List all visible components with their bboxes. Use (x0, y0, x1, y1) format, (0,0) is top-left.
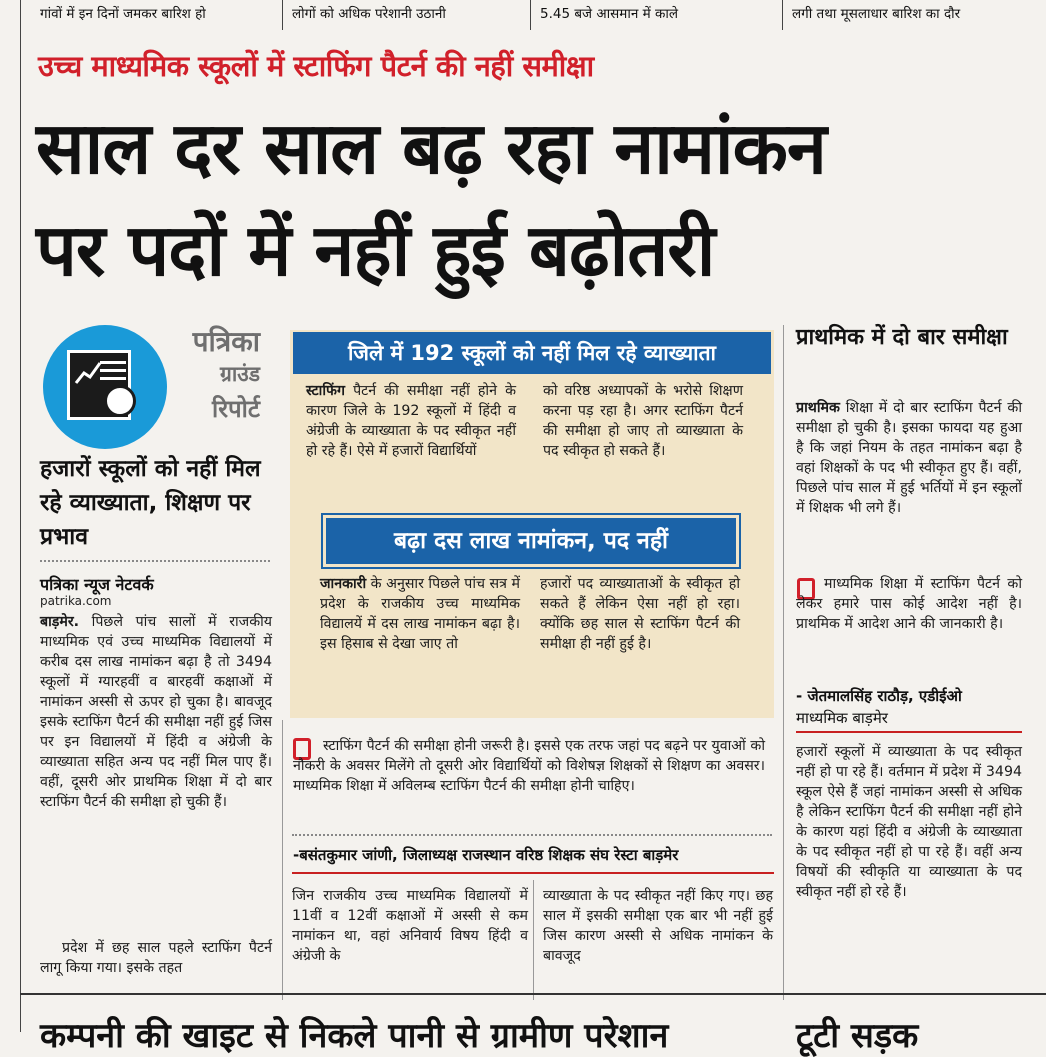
column-divider (782, 0, 783, 30)
pie-icon (104, 385, 136, 417)
byline: पत्रिका न्यूज नेटवर्क (40, 575, 154, 594)
column-divider (282, 0, 283, 30)
center-quote-attribution: -बसंतकुमार जांणी, जिलाध्यक्ष राजस्थान वरिष्ठ शिक्षक संघ रेस्टा बाड़मेर (293, 846, 679, 864)
box-paragraph-3: जानकारी के अनुसार पिछले पांच सत्र में प्रदेश के राजकीय उच्च माध्यमिक विद्यालयें में दस लाख नामांकन बढ़ा है। इस हिसाब से देखा जाए तो (320, 576, 520, 652)
right-column-heading: प्राथमिक में दो बार समीक्षा (796, 325, 1008, 350)
red-divider (796, 731, 1022, 733)
byline-site: patrika.com (40, 594, 112, 608)
logo-wordmark (150, 322, 260, 432)
column-divider (530, 0, 531, 30)
right-paragraph-1: प्राथमिक शिक्षा में दो बार स्टाफिंग पैटर्न की समीक्षा हो चुकी है। इसका फायदा यह हुआ है कि जहां नियम के तहत नामांकन बढ़ा है वहां शिक्षकों के पद भी स्वीकृत हुए हैं। वहीं, पिछले पांच साल में हुई भर्तियों में इन स्कूलों में शिक्षक भी लगे हैं। (796, 400, 1022, 516)
next-headline-left: कम्पनी की खाइट से निकले पानी से ग्रामीण परेशान (40, 1016, 669, 1056)
column-divider (533, 880, 534, 1000)
page-margin-rule (20, 0, 21, 1032)
right-quote-text: माध्यमिक शिक्षा में स्टाफिंग पैटर्न को लेकर हमारे पास कोई आदेश नहीं है। प्राथमिक में आदेश आने की जानकारी है। (796, 576, 1022, 632)
highlight-box-subtitle: बढ़ा दस लाख नामांकन, पद नहीं (323, 515, 739, 567)
column-divider (282, 720, 283, 1000)
left-article-paragraph: बाड़मेर. पिछले पांच सालों में राजकीय माध्यमिक एवं उच्च माध्यमिक विद्यालयों में करीब दस लाख नामांकन बढ़ा है तो 3494 स्कूलों में ग्यारहवीं व बारहवीं कक्षाओं में नामांकन अस्सी से ऊपर हो चुका है। बावजूद इसके स्टाफिंग पैटर्न की समीक्षा नहीं हुई जिस पर इन विद्यालयों में हिंदी व अंग्रेजी के व्याख्याता सहित अन्य पद नहीं मिल पाए हैं। वहीं, दूसरी ओर प्राथमिक शिक्षा में दो बार स्टाफिंग पैटर्न की समीक्षा हो चुकी हैं। (40, 614, 272, 810)
headline-line-2: पर पदों में नहीं हुई बढ़ोतरी (36, 208, 715, 292)
right-quote-attribution: - जेतमालसिंह राठौड़, एडीईओ (796, 687, 962, 705)
dateline: बाड़मेर. (40, 614, 80, 630)
right-quote-attribution-role: माध्यमिक बाड़मेर (796, 709, 888, 727)
box-paragraph-1: स्टाफिंग पैटर्न की समीक्षा नहीं होने के कारण जिले के 192 स्कूलों में हिंदी व अंग्रेजी के व्याख्याता के पद स्वीकृत नहीं हो रहे हैं। ऐसे में हजारों विद्यार्थियों (306, 383, 516, 459)
top-strip-text: 5.45 बजे आसमान में काले (540, 6, 679, 22)
dotted-divider (40, 560, 270, 562)
logo-text-patrika: पत्रिका (192, 325, 260, 358)
top-strip (0, 0, 1046, 30)
highlight-box-title: जिले में 192 स्कूलों को नहीं मिल रहे व्याख्याता (293, 332, 771, 374)
bottom-rule (20, 993, 1046, 995)
kicker: उच्च माध्यमिक स्कूलों में स्टाफिंग पैटर्न की नहीं समीक्षा (38, 49, 594, 83)
column-divider (783, 325, 784, 1000)
logo-text-report: रिपोर्ट (212, 395, 260, 423)
next-headline-right: टूटी सड़क (796, 1016, 919, 1056)
red-divider (292, 872, 774, 874)
right-paragraph-2: हजारों स्कूलों में व्याख्याता के पद स्वीकृत नहीं हो पा रहे हैं। वर्तमान में प्रदेश में 3494 स्कूल ऐसे हैं जहां नामांकन अस्सी से अधिक है लेकिन स्टाफिंग पैटर्न की समीक्षा नहीं होने के कारण यहां हिंदी व अंग्रेजी के व्याख्याता के पद स्वीकृत नहीं हो पा रहे हैं। वहीं अन्य विषयों की स्वीकृति या व्याख्याता के पद स्वीकृत नहीं हो रहे हैं। (796, 744, 1022, 900)
headline-line-1: साल दर साल बढ़ रहा नामांकन (36, 106, 826, 190)
logo-text-ground: ग्राउंड (219, 362, 260, 386)
top-strip-text: लोगों को अधिक परेशानी उठानी (292, 6, 446, 22)
top-strip-text: गांवों में इन दिनों जमकर बारिश हो (40, 6, 206, 22)
top-strip-text: लगी तथा मूसलाधार बारिश का दौर (792, 6, 961, 22)
center-bottom-paragraph-1: जिन राजकीय उच्च माध्यमिक विद्यालयों में 11वीं व 12वीं कक्षाओं में अस्सी से कम नामांकन था, वहां अनिवार्य विषय हिंदी व अंग्रेजी के (292, 888, 528, 964)
dotted-divider (292, 834, 772, 836)
center-bottom-paragraph-2: व्याख्याता के पद स्वीकृत नहीं किए गए। छह साल में इसकी समीक्षा एक बार भी नहीं हुई जिस कारण अस्सी से अधिक नामांकन के बावजूद (543, 888, 773, 964)
box-paragraph-4: हजारों पद व्याख्याताओं के स्वीकृत हो सकते हैं लेकिन ऐसा नहीं हो रहा। क्योंकि छह साल से स्टाफिंग पैटर्न की समीक्षा ही नहीं हुई है। (540, 576, 740, 652)
left-article-paragraph-2: प्रदेश में छह साल पहले स्टाफिंग पैटर्न लागू किया गया। इसके तहत (40, 940, 272, 976)
left-column-heading: हजारों स्कूलों को नहीं मिल रहे व्याख्याता, शिक्षण पर प्रभाव (40, 456, 261, 550)
trend-line-icon (74, 359, 104, 389)
next-story-strip (0, 1005, 1046, 1056)
center-quote-text: स्टाफिंग पैटर्न की समीक्षा होनी जरूरी है। इससे एक तरफ जहां पद बढ़ने पर युवाओं को नौकरी के अवसर मिलेंगे तो दूसरी ओर विद्यार्थियों को विशेषज्ञ शिक्षकों से शिक्षण का अवसर। माध्यमिक शिक्षा में अविलम्ब स्टाफिंग पैटर्न की समीक्षा होनी चाहिए। (293, 738, 765, 794)
box-paragraph-2: को वरिष्ठ अध्यापकों के भरोसे शिक्षण करना पड़ रहा है। अगर स्टाफिंग पैटर्न की समीक्षा हो जाए तो व्याख्याता के पद स्वीकृत हो सकते हैं। (543, 383, 743, 459)
